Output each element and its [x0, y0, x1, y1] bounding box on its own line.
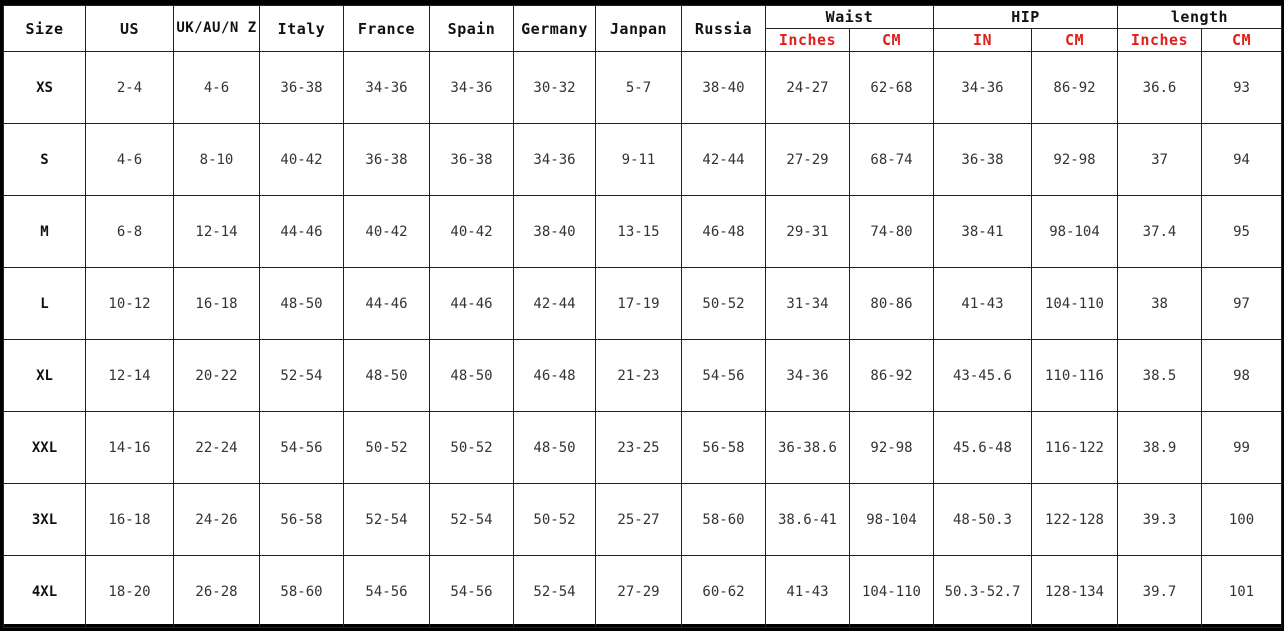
header-italy: Italy	[260, 6, 344, 52]
table-cell: 50-52	[344, 412, 430, 484]
table-cell: 50.3-52.7	[934, 556, 1032, 628]
table-row	[4, 268, 1282, 340]
table-cell: 43-45.6	[934, 340, 1032, 412]
table-cell: 12-14	[174, 196, 260, 268]
table-cell: 50-52	[514, 484, 596, 556]
table-cell: 40-42	[260, 124, 344, 196]
table-cell: 104-110	[850, 556, 934, 628]
header-size: Size	[4, 6, 86, 52]
table-cell: 86-92	[850, 340, 934, 412]
table-cell: 34-36	[430, 52, 514, 124]
table-cell: 48-50.3	[934, 484, 1032, 556]
table-cell: 45.6-48	[934, 412, 1032, 484]
table-cell: 92-98	[1032, 124, 1118, 196]
table-cell: 34-36	[934, 52, 1032, 124]
table-cell: 13-15	[596, 196, 682, 268]
table-row	[4, 124, 1282, 196]
table-cell: 48-50	[260, 268, 344, 340]
table-cell: 97	[1202, 268, 1282, 340]
table-cell: 39.7	[1118, 556, 1202, 628]
table-cell: 38	[1118, 268, 1202, 340]
table-cell: 54-56	[344, 556, 430, 628]
table-cell: 17-19	[596, 268, 682, 340]
size-cell: 4XL	[4, 556, 86, 628]
table-cell: 2-4	[86, 52, 174, 124]
table-cell: 40-42	[430, 196, 514, 268]
subheader-hip-in: IN	[934, 29, 1032, 52]
table-cell: 48-50	[430, 340, 514, 412]
size-chart-sheet	[3, 5, 1281, 624]
table-cell: 36-38	[430, 124, 514, 196]
table-cell: 56-58	[682, 412, 766, 484]
table-cell: 26-28	[174, 556, 260, 628]
header-russia: Russia	[682, 6, 766, 52]
table-cell: 100	[1202, 484, 1282, 556]
table-cell: 54-56	[682, 340, 766, 412]
table-row	[4, 52, 1282, 124]
table-cell: 6-8	[86, 196, 174, 268]
table-row	[4, 556, 1282, 628]
table-cell: 38-41	[934, 196, 1032, 268]
size-cell: M	[4, 196, 86, 268]
table-cell: 52-54	[430, 484, 514, 556]
table-cell: 4-6	[86, 124, 174, 196]
table-cell: 41-43	[766, 556, 850, 628]
table-cell: 98	[1202, 340, 1282, 412]
table-cell: 8-10	[174, 124, 260, 196]
table-cell: 38-40	[514, 196, 596, 268]
table-cell: 5-7	[596, 52, 682, 124]
table-cell: 36-38	[260, 52, 344, 124]
table-cell: 42-44	[514, 268, 596, 340]
table-cell: 58-60	[260, 556, 344, 628]
table-cell: 104-110	[1032, 268, 1118, 340]
table-cell: 22-24	[174, 412, 260, 484]
header-france: France	[344, 6, 430, 52]
size-cell: XXL	[4, 412, 86, 484]
table-cell: 42-44	[682, 124, 766, 196]
table-cell: 41-43	[934, 268, 1032, 340]
size-cell: 3XL	[4, 484, 86, 556]
subheader-length-inches: Inches	[1118, 29, 1202, 52]
table-cell: 48-50	[344, 340, 430, 412]
table-cell: 36-38.6	[766, 412, 850, 484]
table-cell: 24-27	[766, 52, 850, 124]
table-cell: 50-52	[682, 268, 766, 340]
table-cell: 74-80	[850, 196, 934, 268]
table-cell: 98-104	[1032, 196, 1118, 268]
header-us: US	[86, 6, 174, 52]
table-cell: 20-22	[174, 340, 260, 412]
table-cell: 36-38	[344, 124, 430, 196]
table-cell: 30-32	[514, 52, 596, 124]
size-chart-table	[3, 5, 1282, 628]
size-rows	[4, 52, 1282, 628]
table-cell: 52-54	[260, 340, 344, 412]
table-cell: 37	[1118, 124, 1202, 196]
table-cell: 80-86	[850, 268, 934, 340]
table-cell: 50-52	[430, 412, 514, 484]
size-cell: XS	[4, 52, 86, 124]
header-japan: Janpan	[596, 6, 682, 52]
table-cell: 14-16	[86, 412, 174, 484]
size-cell: XL	[4, 340, 86, 412]
table-cell: 36-38	[934, 124, 1032, 196]
table-cell: 9-11	[596, 124, 682, 196]
table-cell: 93	[1202, 52, 1282, 124]
table-cell: 24-26	[174, 484, 260, 556]
table-cell: 4-6	[174, 52, 260, 124]
table-cell: 44-46	[260, 196, 344, 268]
table-cell: 34-36	[514, 124, 596, 196]
table-cell: 46-48	[682, 196, 766, 268]
table-cell: 38.6-41	[766, 484, 850, 556]
table-cell: 40-42	[344, 196, 430, 268]
table-cell: 101	[1202, 556, 1282, 628]
table-row	[4, 340, 1282, 412]
table-cell: 16-18	[86, 484, 174, 556]
table-cell: 94	[1202, 124, 1282, 196]
table-cell: 16-18	[174, 268, 260, 340]
table-cell: 10-12	[86, 268, 174, 340]
size-cell: L	[4, 268, 86, 340]
table-cell: 25-27	[596, 484, 682, 556]
size-cell: S	[4, 124, 86, 196]
table-cell: 34-36	[344, 52, 430, 124]
header-waist: Waist	[766, 6, 934, 29]
table-cell: 38-40	[682, 52, 766, 124]
header-length: length	[1118, 6, 1282, 29]
table-cell: 56-58	[260, 484, 344, 556]
table-cell: 27-29	[766, 124, 850, 196]
table-cell: 128-134	[1032, 556, 1118, 628]
table-cell: 38.5	[1118, 340, 1202, 412]
table-cell: 52-54	[514, 556, 596, 628]
header-hip: HIP	[934, 6, 1118, 29]
table-cell: 23-25	[596, 412, 682, 484]
table-cell: 48-50	[514, 412, 596, 484]
subheader-hip-cm: CM	[1032, 29, 1118, 52]
table-cell: 99	[1202, 412, 1282, 484]
table-cell: 92-98	[850, 412, 934, 484]
table-cell: 86-92	[1032, 52, 1118, 124]
table-cell: 54-56	[260, 412, 344, 484]
table-cell: 116-122	[1032, 412, 1118, 484]
table-cell: 95	[1202, 196, 1282, 268]
table-cell: 122-128	[1032, 484, 1118, 556]
table-cell: 21-23	[596, 340, 682, 412]
table-cell: 27-29	[596, 556, 682, 628]
table-cell: 38.9	[1118, 412, 1202, 484]
table-cell: 62-68	[850, 52, 934, 124]
table-cell: 98-104	[850, 484, 934, 556]
table-row	[4, 484, 1282, 556]
table-row	[4, 196, 1282, 268]
subheader-waist-cm: CM	[850, 29, 934, 52]
table-cell: 36.6	[1118, 52, 1202, 124]
table-cell: 39.3	[1118, 484, 1202, 556]
table-cell: 34-36	[766, 340, 850, 412]
table-cell: 54-56	[430, 556, 514, 628]
table-row	[4, 412, 1282, 484]
table-cell: 60-62	[682, 556, 766, 628]
subheader-length-cm: CM	[1202, 29, 1282, 52]
subheader-waist-inches: Inches	[766, 29, 850, 52]
table-cell: 37.4	[1118, 196, 1202, 268]
table-cell: 52-54	[344, 484, 430, 556]
table-cell: 44-46	[430, 268, 514, 340]
header-germany: Germany	[514, 6, 596, 52]
table-cell: 18-20	[86, 556, 174, 628]
table-cell: 29-31	[766, 196, 850, 268]
table-cell: 58-60	[682, 484, 766, 556]
header-spain: Spain	[430, 6, 514, 52]
table-cell: 68-74	[850, 124, 934, 196]
table-cell: 110-116	[1032, 340, 1118, 412]
header-uk-au-nz: UK/AU/N Z	[174, 6, 260, 52]
table-cell: 44-46	[344, 268, 430, 340]
table-cell: 31-34	[766, 268, 850, 340]
table-cell: 12-14	[86, 340, 174, 412]
table-cell: 46-48	[514, 340, 596, 412]
